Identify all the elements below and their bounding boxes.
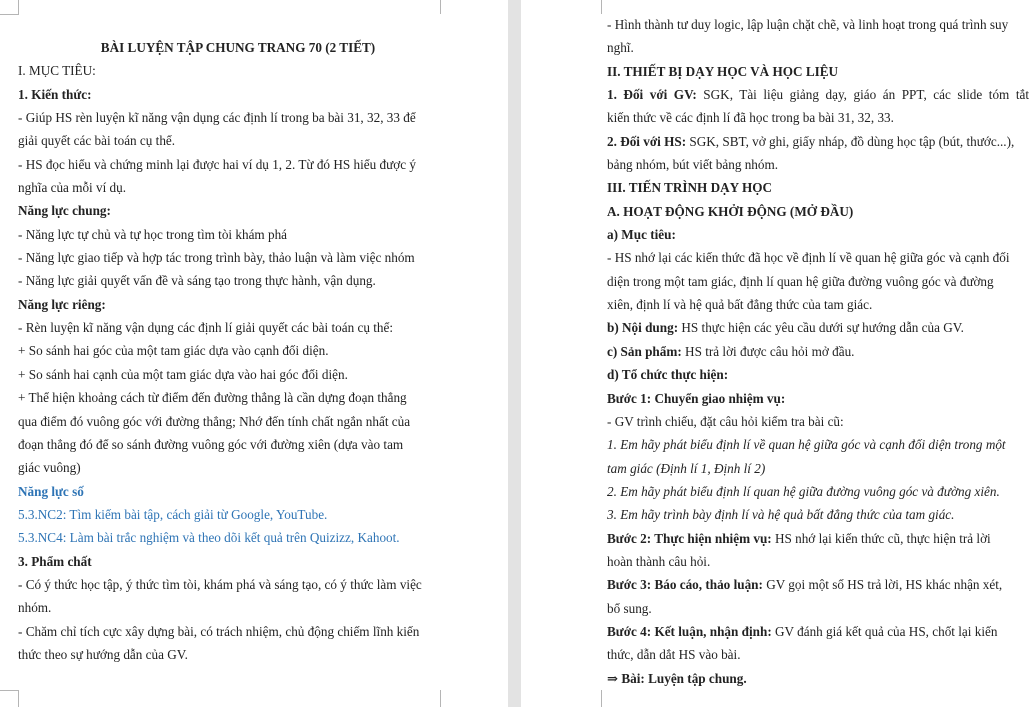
- right-text-line: [607, 316, 1029, 339]
- right-text-line: [607, 130, 1029, 153]
- page-body-left: [18, 36, 458, 666]
- line-label: Bước 4: Kết luận, nhận định:: [607, 623, 772, 639]
- left-text-line: đoạn thẳng đó để so sánh đường vuông góc với đường xiên (dựa vào tam: [18, 436, 404, 452]
- document-page-right: [521, 0, 1035, 707]
- left-text-line: qua điểm đó vuông góc với đường thẳng; Nhớ đến tính chất ngắn nhất của: [18, 413, 411, 429]
- right-text-line: thức, dẫn dắt HS vào bài.: [607, 647, 741, 663]
- line-text: GV gọi một số HS trả lời, HS khác nhận xét,: [762, 577, 1003, 593]
- right-text-line: - GV trình chiếu, đặt câu hỏi kiểm tra bài cũ:: [607, 413, 844, 429]
- left-text-line: - Rèn luyện kĩ năng vận dụng các định lí giải quyết các bài toán cụ thể:: [18, 320, 393, 336]
- left-text-line: - Năng lực giải quyết vấn đề và sáng tạo trong thực hành, vận dụng.: [18, 273, 376, 289]
- right-text-line: kiến thức về các định lí đã học trong ba bài 31, 32, 33.: [607, 110, 894, 126]
- right-text-line: [607, 527, 1029, 550]
- right-text-line: Bước 1: Chuyển giao nhiệm vụ:: [607, 390, 786, 406]
- crop-mark-top-left: [601, 0, 603, 14]
- right-text-line: A. HOẠT ĐỘNG KHỞI ĐỘNG (MỞ ĐẦU): [607, 203, 854, 219]
- line-label: 2. Đối với HS:: [607, 133, 687, 149]
- crop-mark-top-right: [440, 0, 442, 14]
- line-label: b) Nội dung:: [607, 320, 679, 336]
- left-text-line: BÀI LUYỆN TẬP CHUNG TRANG 70 (2 TIẾT): [100, 40, 376, 55]
- left-text-line: - HS đọc hiểu và chứng minh lại được hai ví dụ 1, 2. Từ đó HS hiểu được ý: [18, 156, 416, 172]
- right-text-line: hoàn thành câu hỏi.: [607, 553, 711, 569]
- left-text-line: nghĩa của mỗi ví dụ.: [18, 180, 127, 196]
- right-text-line: [607, 340, 1029, 363]
- right-text-line: 1. Em hãy phát biểu định lí về quan hệ giữa góc và cạnh đối diện trong một: [607, 437, 1006, 453]
- right-text-line: 2. Em hãy phát biểu định lí quan hệ giữa đường vuông góc và đường xiên.: [607, 483, 1000, 499]
- crop-mark-top-left: [0, 0, 19, 15]
- line-text: HS nhớ lại kiến thức cũ, thực hiện trả lời: [771, 530, 991, 546]
- line-text: SGK, Tài liệu giảng dạy, giáo án PPT, các slide tóm tắt: [696, 87, 1030, 103]
- right-text-line: nghĩ.: [607, 40, 634, 56]
- left-text-line: - Năng lực tự chủ và tự học trong tìm tòi khám phá: [18, 226, 288, 242]
- left-text-line: giải quyết các bài toán cụ thể.: [18, 133, 176, 149]
- right-text-line: 3. Em hãy trình bày định lí và hệ quả bất đẳng thức của tam giác.: [607, 507, 955, 523]
- line-text: GV đánh giá kết quả của HS, chốt lại kiến: [771, 623, 998, 639]
- right-text-line: [607, 620, 1029, 643]
- left-text-line: + Thể hiện khoảng cách từ điểm đến đường thẳng là cần dựng đoạn thẳng: [18, 390, 407, 406]
- right-text-line: [607, 573, 1029, 596]
- line-label: c) Sản phẩm:: [607, 343, 682, 359]
- left-text-line: Năng lực số: [18, 483, 84, 499]
- crop-mark-bottom-left: [0, 690, 19, 707]
- left-text-line: - Chăm chỉ tích cực xây dựng bài, có trách nhiệm, chủ động chiếm lĩnh kiến: [18, 623, 420, 639]
- left-text-line: - Giúp HS rèn luyện kĩ năng vận dụng các định lí trong ba bài 31, 32, 33 để: [18, 110, 416, 126]
- left-text-line: nhóm.: [18, 600, 52, 616]
- page-gutter: [508, 0, 521, 707]
- right-text-line: a) Mục tiêu:: [607, 227, 676, 243]
- left-text-line: I. MỤC TIÊU:: [18, 63, 96, 79]
- left-text-line: 5.3.NC4: Làm bài trắc nghiệm và theo dõi kết quả trên Quizizz, Kahoot.: [18, 530, 400, 546]
- left-text-line: giác vuông): [18, 460, 81, 476]
- left-text-line: Năng lực riêng:: [18, 296, 106, 312]
- right-text-line: - HS nhớ lại các kiến thức đã học về định lí về quan hệ giữa góc và cạnh đối: [607, 250, 1010, 266]
- line-text: HS thực hiện các yêu cầu dưới sự hướng dẫn của GV.: [678, 320, 964, 336]
- right-text-line: [607, 83, 1029, 106]
- right-text-line: ⇒ Bài: Luyện tập chung.: [607, 670, 747, 686]
- right-text-line: xiên, định lí và hệ quả bất đẳng thức của tam giác.: [607, 297, 873, 313]
- left-text-line: + So sánh hai góc của một tam giác dựa vào cạnh đối diện.: [18, 343, 329, 359]
- right-text-line: II. THIẾT BỊ DẠY HỌC VÀ HỌC LIỆU: [607, 63, 839, 79]
- right-text-line: d) Tổ chức thực hiện:: [607, 367, 729, 383]
- right-text-line: diện trong một tam giác, định lí quan hệ giữa đường vuông góc và đường: [607, 273, 994, 289]
- right-text-line: bổ sung.: [607, 600, 652, 616]
- right-text-line: tam giác (Định lí 1, Định lí 2): [607, 460, 766, 476]
- right-text-line: - Hình thành tư duy logic, lập luận chặt chẽ, và linh hoạt trong quá trình suy: [607, 17, 1009, 32]
- left-text-line: thức theo sự hướng dẫn của GV.: [18, 646, 188, 662]
- left-text-line: - Năng lực giao tiếp và hợp tác trong trình bày, thảo luận và làm việc nhóm: [18, 250, 415, 266]
- line-label: Bước 2: Thực hiện nhiệm vụ:: [607, 530, 772, 546]
- left-text-line: 1. Kiến thức:: [18, 86, 92, 102]
- crop-mark-bottom-right: [440, 690, 442, 707]
- left-text-line: - Có ý thức học tập, ý thức tìm tòi, khám phá và sáng tạo, có ý thức làm việc: [18, 576, 422, 592]
- line-label: Bước 3: Báo cáo, thảo luận:: [607, 577, 763, 593]
- line-label: 1. Đối với GV:: [607, 87, 697, 103]
- line-text: HS trả lời được câu hỏi mở đầu.: [681, 343, 855, 359]
- right-text-line: III. TIẾN TRÌNH DẠY HỌC: [607, 180, 773, 196]
- line-text: SGK, SBT, vở ghi, giấy nháp, đồ dùng học tập (bút, thước...),: [686, 133, 1015, 149]
- right-text-line: bảng nhóm, bút viết bảng nhóm.: [607, 157, 779, 173]
- crop-mark-bottom-left: [601, 690, 603, 707]
- left-text-line: + So sánh hai cạnh của một tam giác dựa vào hai góc đối diện.: [18, 366, 348, 382]
- left-text-line: 5.3.NC2: Tìm kiếm bài tập, cách giải từ Google, YouTube.: [18, 506, 328, 522]
- document-page-left: [0, 0, 508, 707]
- left-text-line: Năng lực chung:: [18, 203, 111, 219]
- left-text-line: 3. Phẩm chất: [18, 553, 92, 569]
- page-body-right: [607, 13, 1029, 690]
